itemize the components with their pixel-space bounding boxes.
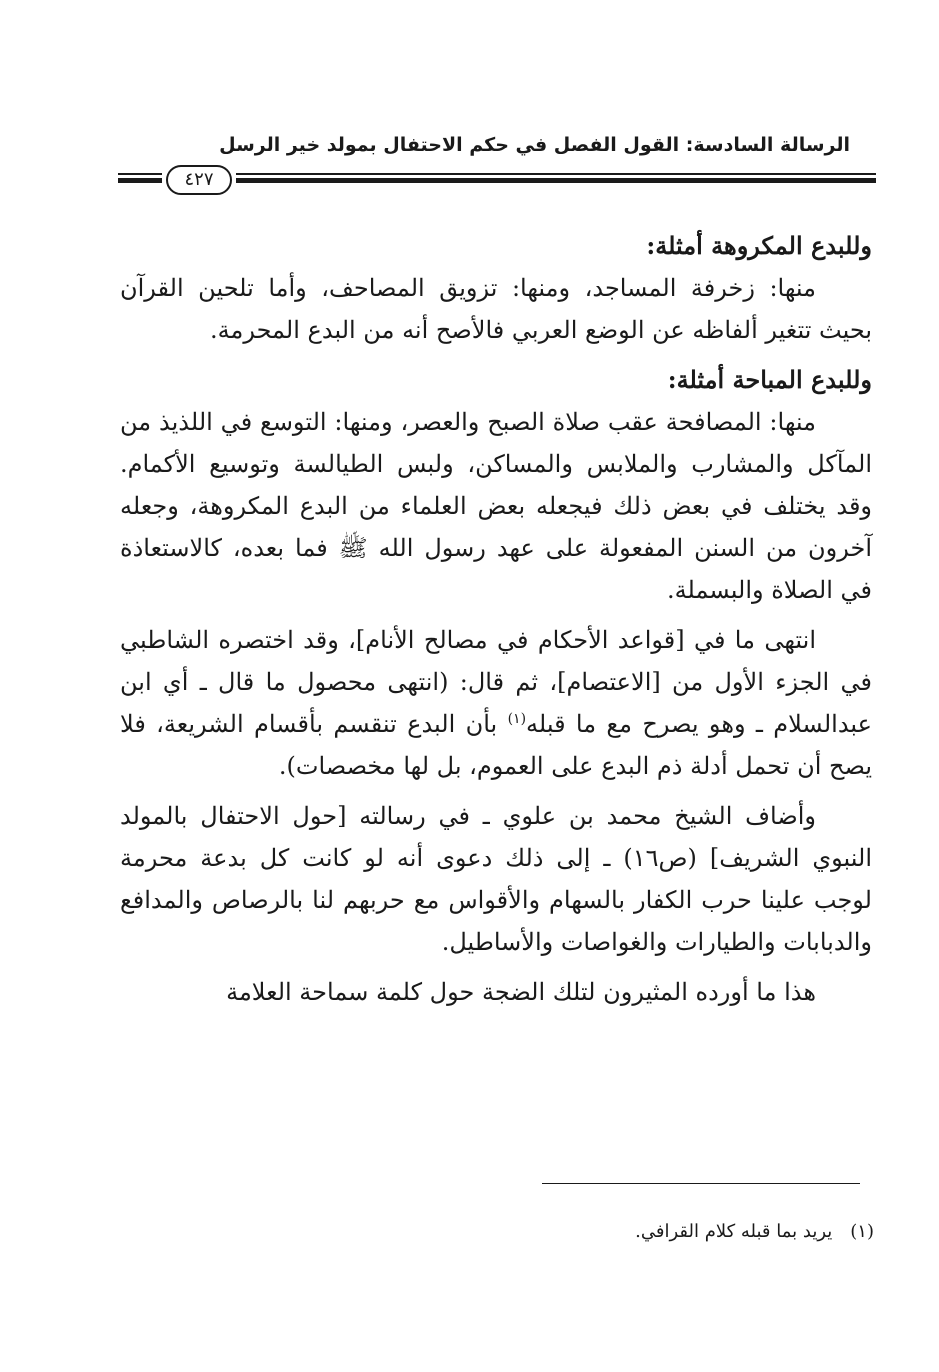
footnote-text: يريد بما قبله كلام القرافي. (635, 1221, 833, 1242)
footnote-separator (542, 1183, 860, 1184)
footnote-reference[interactable]: (١) (507, 711, 527, 727)
header-rule-thick-left (118, 178, 162, 183)
paragraph-shatibi-quote-text: انتهى ما في [قواعد الأحكام في مصالح الأنام]، وقد اختصره الشاطبي في الجزء الأول من [الاعتصام]، ثم قال: (انتهى محصول ما قال ـ أي ابن عبدالسلام ـ وهو يصرح مع ما قبله (120, 626, 872, 738)
footnote-number: (١) (850, 1221, 874, 1242)
heading-mubah-examples: وللبدع المباحة أمثلة: (667, 365, 872, 394)
header-rule-thick-right (236, 178, 876, 183)
heading-makruh-examples: وللبدع المكروهة أمثلة: (646, 231, 872, 260)
footnote (400, 1218, 874, 1246)
paragraph-mubah-examples: منها: المصافحة عقب صلاة الصبح والعصر، ومنها: التوسع في اللذيذ من المآكل والمشارب والملابس والمساكن، ولبس الطيالسة وتوسيع الأكمام. وقد يختلف في بعض ذلك فيجعله بعض العلماء من البدع المكروهة، وجعله آخرون من السنن المفعولة على عهد رسول الله ﷺ فما بعده، كالاستعاذة في الصلاة والبسملة. (120, 408, 873, 604)
running-header-title: الرسالة السادسة: القول الفصل في حكم الاحتفال بمولد خير الرسل (219, 134, 850, 156)
paragraph-alawi-claim: وأضاف الشيخ محمد بن علوي ـ في رسالته [حول الاحتفال بالمولد النبوي الشريف] (ص١٦) ـ إلى ذلك دعوى أنه لو كانت كل بدعة محرمة لوجب علينا حرب الكفار بالسهام والأقواس مع حربهم لنا بالرصاص والمدافع والدبابات والطيارات والغواصات والأساطيل. (120, 802, 872, 956)
paragraph-shatibi-quote-tail: بأن البدع تنقسم بأقسام الشريعة، فلا يصح أن تحمل أدلة ذم البدع على العموم، بل لها مخصصات). (120, 710, 872, 780)
header-rule-thin-left (118, 173, 162, 175)
paragraph-closing: هذا ما أورده المثيرون لتلك الضجة حول كلمة سماحة العلامة (226, 978, 816, 1006)
header-rule-thin-right (236, 173, 876, 175)
paragraph-shatibi-quote (120, 619, 872, 787)
page-body (120, 225, 872, 1021)
page-number: ٤٢٧ (166, 165, 232, 195)
paragraph-makruh-examples: منها: زخرفة المساجد، ومنها: تزويق المصاحف، وأما تلحين القرآن بحيث تتغير ألفاظه عن الوضع العربي فالأصح أنه من البدع المحرمة. (120, 274, 872, 344)
